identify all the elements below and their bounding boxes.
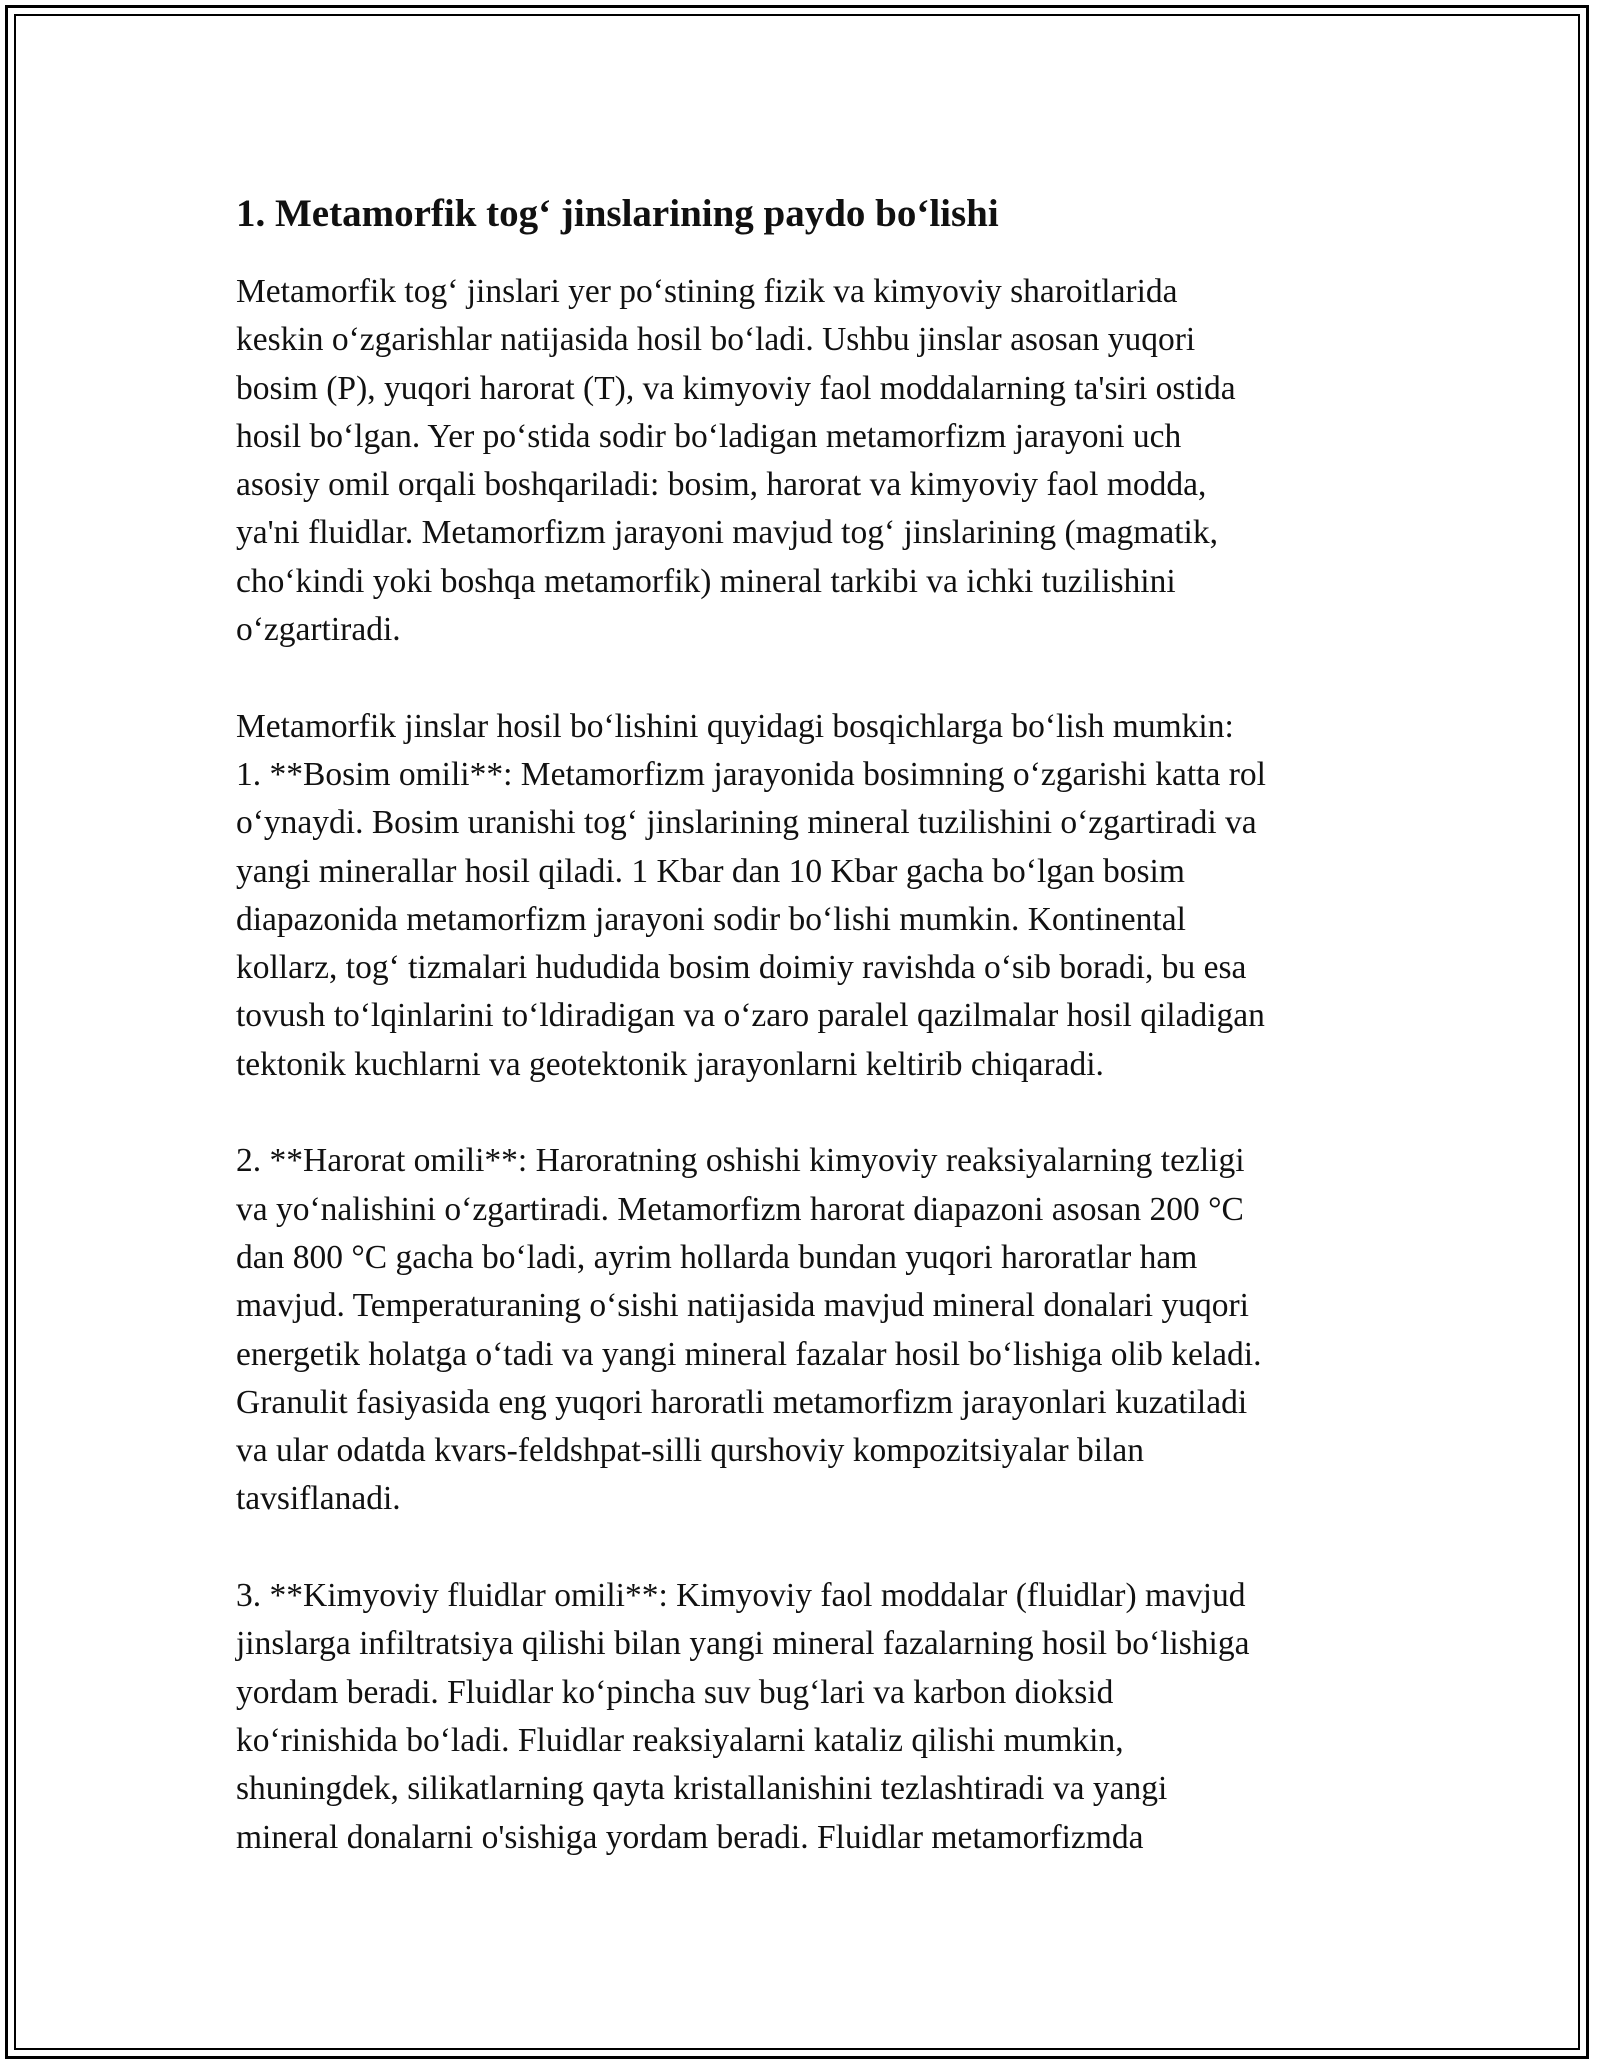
paragraph-temperature	[236, 1137, 1366, 1523]
document-body	[236, 186, 1366, 1862]
text-line: keskin o‘zgarishlar natijasida hosil bo‘ladi. Ushbu jinslar asosan yuqori	[236, 321, 1196, 359]
text-line: tektonik kuchlarni va geotektonik jarayonlarni keltirib chiqaradi.	[236, 1045, 1104, 1083]
text-line: mavjud. Temperaturaning o‘sishi natijasida mavjud mineral donalari yuqori	[236, 1287, 1249, 1325]
text-line: Granulit fasiyasida eng yuqori haroratli metamorfizm jarayonlari kuzatiladi	[236, 1383, 1248, 1421]
text-line: 1. **Bosim omili**: Metamorfizm jarayonida bosimning o‘zgarishi katta rol	[236, 755, 1266, 793]
paragraph-gap	[236, 1524, 1366, 1572]
text-line: diapazonida metamorfizm jarayoni sodir bo‘lishi mumkin. Kontinental	[236, 900, 1186, 938]
text-line: Metamorfik jinslar hosil bo‘lishini quyidagi bosqichlarga bo‘lish mumkin:	[236, 707, 1234, 745]
text-line: mineral donalarni o'sishiga yordam beradi. Fluidlar metamorfizmda	[236, 1818, 1144, 1856]
section-heading: 1. Metamorfik tog‘ jinslarining paydo bo‘lishi	[236, 192, 999, 235]
paragraph-pressure	[236, 703, 1366, 1089]
text-line: yangi minerallar hosil qiladi. 1 Kbar dan 10 Kbar gacha bo‘lgan bosim	[236, 852, 1185, 890]
text-line: Metamorfik tog‘ jinslari yer po‘stining fizik va kimyoviy sharoitlarida	[236, 273, 1178, 310]
text-line: ko‘rinishida bo‘ladi. Fluidlar reaksiyalarni kataliz qilishi mumkin,	[236, 1721, 1124, 1759]
text-line: va yo‘nalishini o‘zgartiradi. Metamorfizm harorat diapazoni asosan 200 °C	[236, 1190, 1244, 1228]
text-line: shuningdek, silikatlarning qayta kristallanishini tezlashtiradi va yangi	[236, 1770, 1168, 1808]
text-line: hosil bo‘lgan. Yer po‘stida sodir bo‘ladigan metamorfizm jarayoni uch	[236, 417, 1182, 455]
text-line: yordam beradi. Fluidlar ko‘pincha suv bug‘lari va karbon dioksid	[236, 1673, 1114, 1711]
text-line: energetik holatga o‘tadi va yangi mineral fazalar hosil bo‘lishiga olib keladi.	[236, 1335, 1262, 1373]
text-line: o‘ynaydi. Bosim uranishi tog‘ jinslarining mineral tuzilishini o‘zgartiradi va	[236, 804, 1257, 842]
paragraph-gap	[236, 1089, 1366, 1137]
text-line: tovush to‘lqinlarini to‘ldiradigan va o‘zaro paralel qazilmalar hosil qiladigan	[236, 997, 1265, 1035]
paragraph-fluids	[236, 1572, 1366, 1862]
paragraph-intro	[236, 268, 1366, 654]
text-line: bosim (P), yuqori harorat (T), va kimyoviy faol moddalarning ta'siri ostida	[236, 369, 1236, 407]
text-line: dan 800 °C gacha bo‘ladi, ayrim hollarda bundan yuqori haroratlar ham	[236, 1238, 1198, 1276]
text-line: ya'ni fluidlar. Metamorfizm jarayoni mavjud tog‘ jinslarining (magmatik,	[236, 514, 1218, 552]
text-line: jinslarga infiltratsiya qilishi bilan yangi mineral fazalarning hosil bo‘lishiga	[236, 1625, 1250, 1663]
text-line: kollarz, tog‘ tizmalari hududida bosim doimiy ravishda o‘sib boradi, bu esa	[236, 949, 1247, 987]
text-line: tavsiflanadi.	[236, 1480, 401, 1518]
text-line: o‘zgartiradi.	[236, 611, 401, 649]
text-line: 2. **Harorat omili**: Haroratning oshishi kimyoviy reaksiyalarning tezligi	[236, 1142, 1245, 1180]
paragraph-gap	[236, 654, 1366, 702]
text-line: cho‘kindi yoki boshqa metamorfik) mineral tarkibi va ichki tuzilishini	[236, 562, 1176, 600]
text-line: 3. **Kimyoviy fluidlar omili**: Kimyoviy faol moddalar (fluidlar) mavjud	[236, 1577, 1246, 1615]
text-line: asosiy omil orqali boshqariladi: bosim, harorat va kimyoviy faol modda,	[236, 466, 1207, 504]
text-line: va ular odatda kvars-feldshpat-silli qurshoviy kompozitsiyalar bilan	[236, 1432, 1145, 1470]
